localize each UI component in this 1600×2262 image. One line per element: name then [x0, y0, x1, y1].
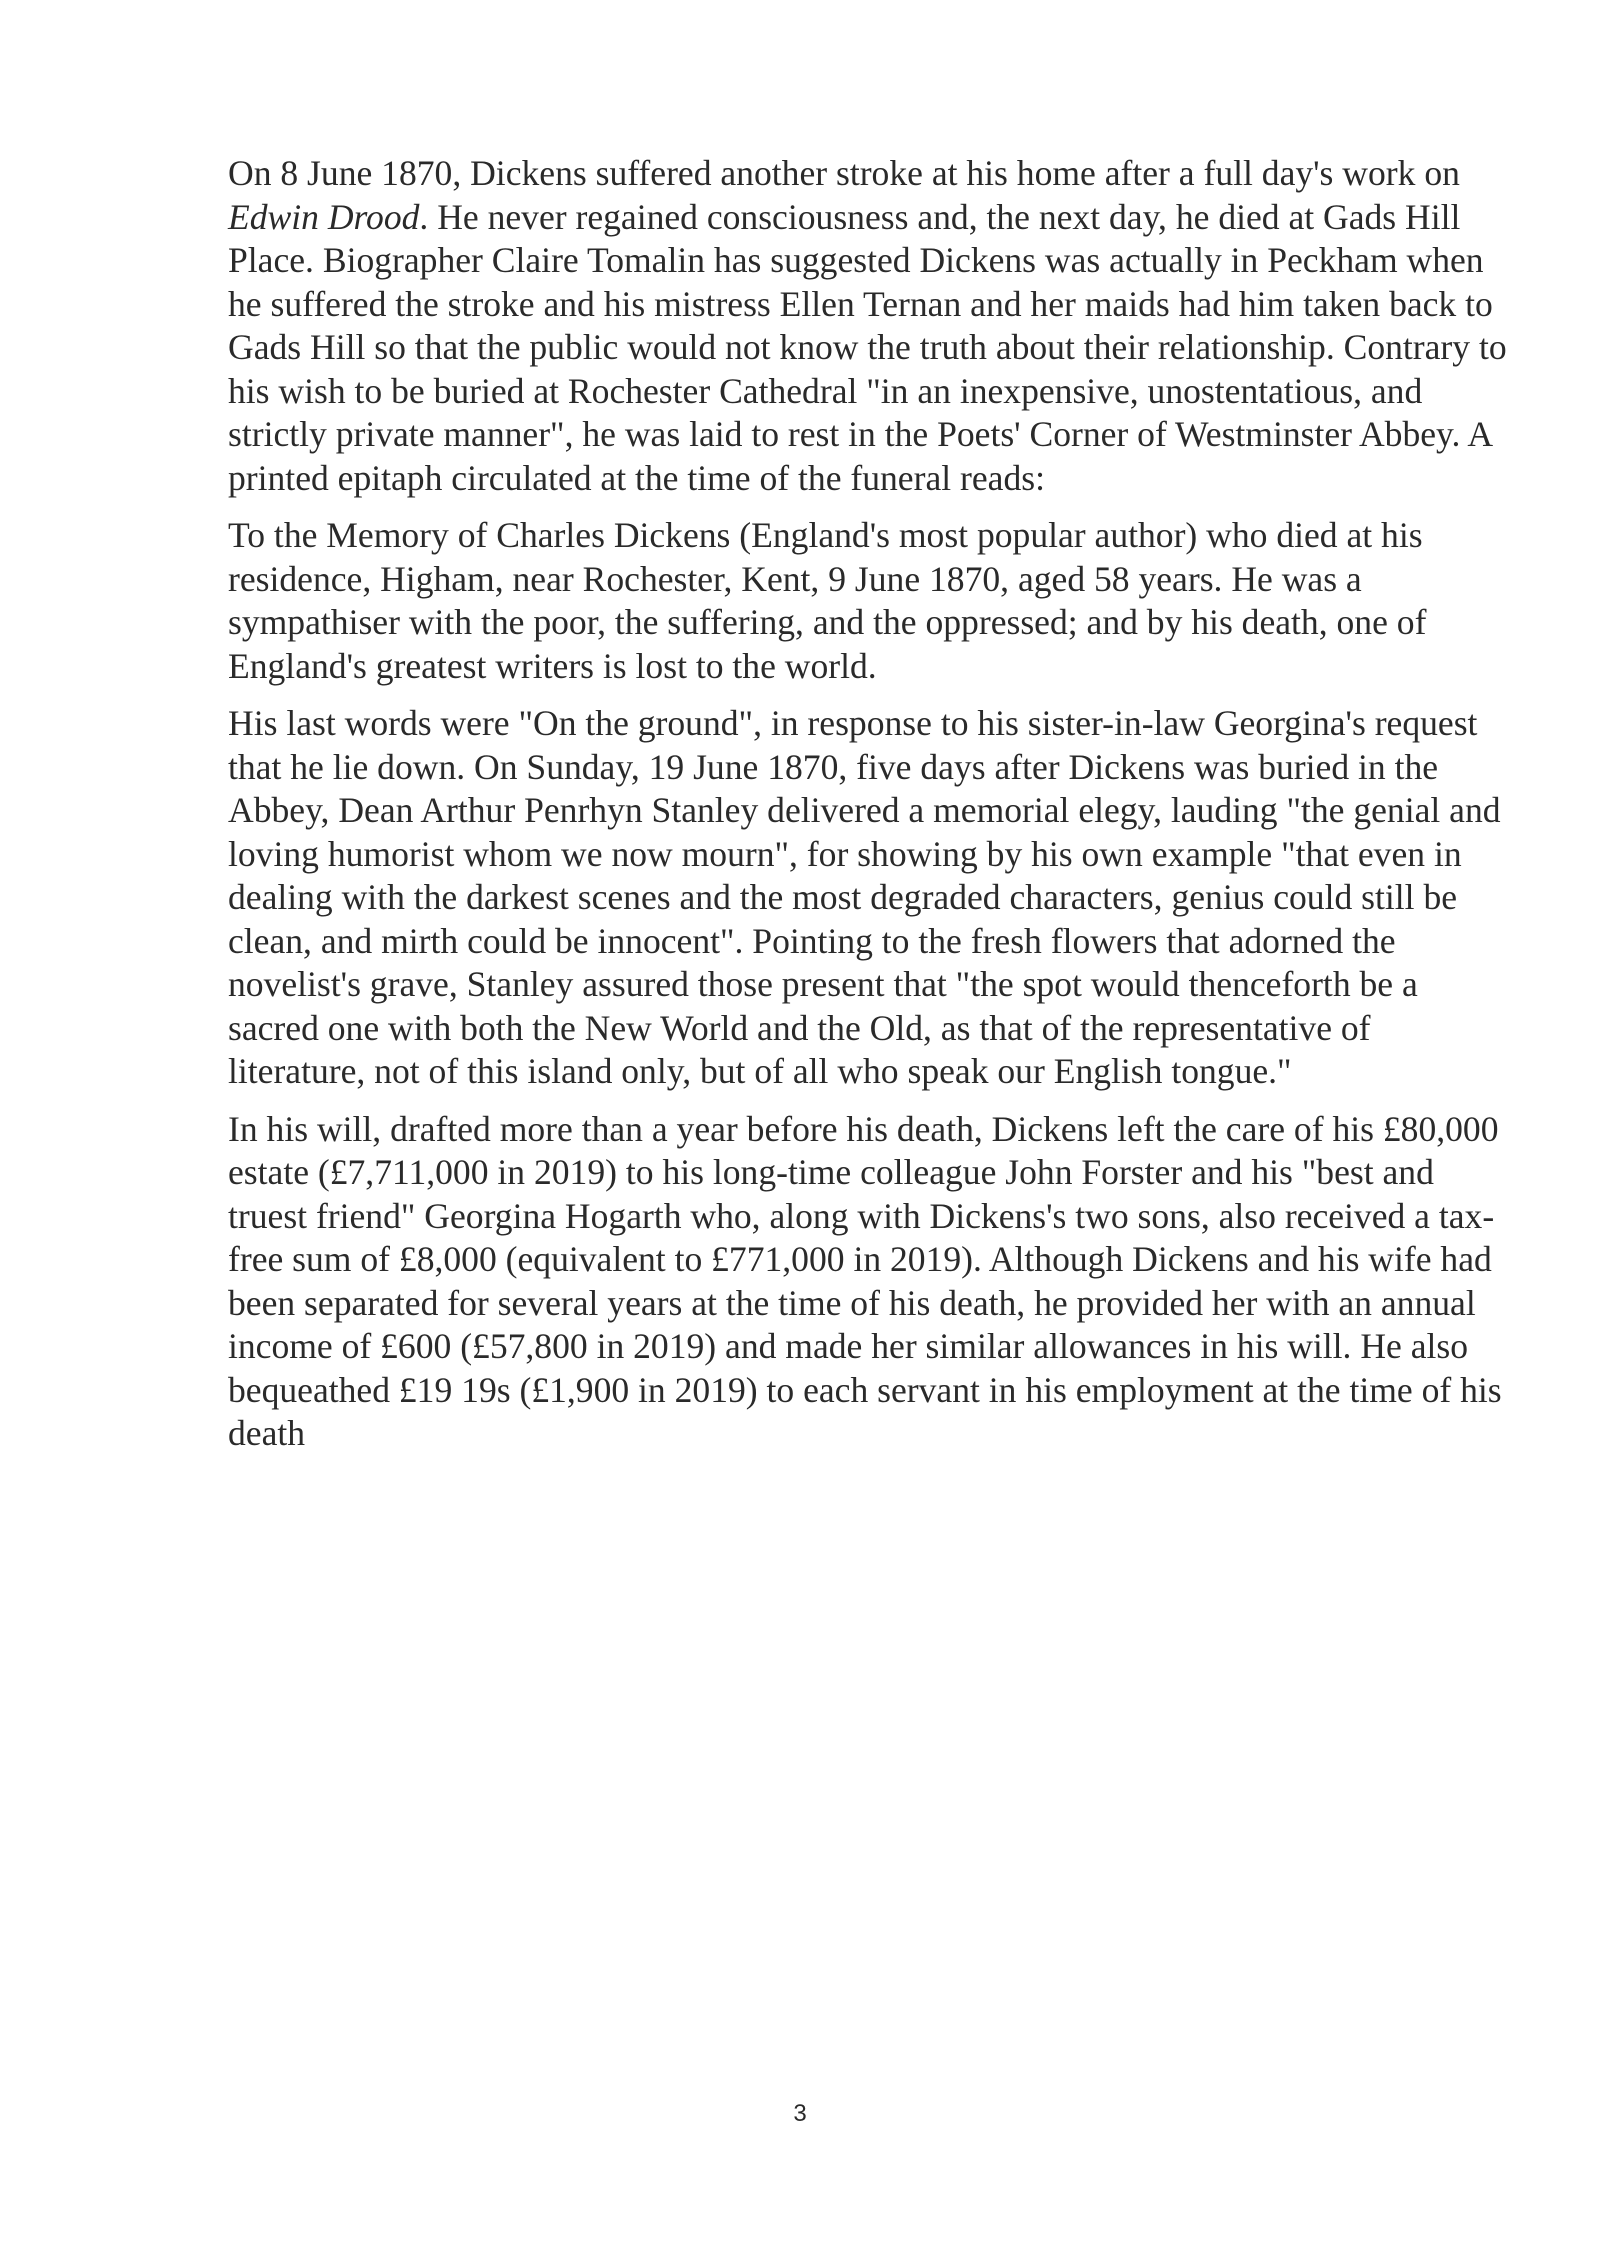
book-title-edwin-drood: Edwin Drood	[228, 196, 420, 237]
paragraph-death-text-end: . He never regained consciousness and, the next day, he died at Gads Hill Place. Biographer Claire Tomalin has suggested Dickens was actually in Peckham when he suffered the stroke and his mistress Ellen Ternan and her maids had him taken back to Gads Hill so that the public would not know the truth about their relationship. Contrary to his wish to be buried at Rochester Cathedral "in an inexpensive, unostentatious, and strictly private manner", he was laid to rest in the Poets' Corner of Westminster Abbey. A printed epitaph circulated at the time of the funeral reads:	[228, 196, 1507, 498]
paragraph-epitaph: To the Memory of Charles Dickens (England's most popular author) who died at his residence, Higham, near Rochester, Kent, 9 June 1870, aged 58 years. He was a sympathiser with the poor, the suffering, and the oppressed; and by his death, one of England's greatest writers is lost to the world.	[228, 515, 1427, 686]
paragraph-death-text-start: On 8 June 1870, Dickens suffered another stroke at his home after a full day's work on	[228, 153, 1460, 193]
paragraph-death	[228, 152, 1513, 500]
paragraph-will: In his will, drafted more than a year before his death, Dickens left the care of his £80,000 estate (£7,711,000 in 2019) to his long-time colleague John Forster and his "best and truest friend" Georgina Hogarth who, along with Dickens's two sons, also received a tax-free sum of £8,000 (equivalent to £771,000 in 2019). Although Dickens and his wife had been separated for several years at the time of his death, he provided her with an annual income of £600 (£57,800 in 2019) and made her similar allowances in his will. He also bequeathed £19 19s (£1,900 in 2019) to each servant in his employment at the time of his death	[228, 1108, 1502, 1453]
page-number: 3	[793, 2100, 807, 2127]
document-body	[228, 152, 1513, 1470]
paragraph-last-words: His last words were "On the ground", in response to his sister-in-law Georgina's request that he lie down. On Sunday, 19 June 1870, five days after Dickens was buried in the Abbey, Dean Arthur Penrhyn Stanley delivered a memorial elegy, lauding "the genial and loving humorist whom we now mourn", for showing by his own example "that even in dealing with the darkest scenes and the most degraded characters, genius could still be clean, and mirth could be innocent". Pointing to the fresh flowers that adorned the novelist's grave, Stanley assured those present that "the spot would thenceforth be a sacred one with both the New World and the Old, as that of the representative of literature, not of this island only, but of all who speak our English tongue."	[228, 703, 1501, 1091]
